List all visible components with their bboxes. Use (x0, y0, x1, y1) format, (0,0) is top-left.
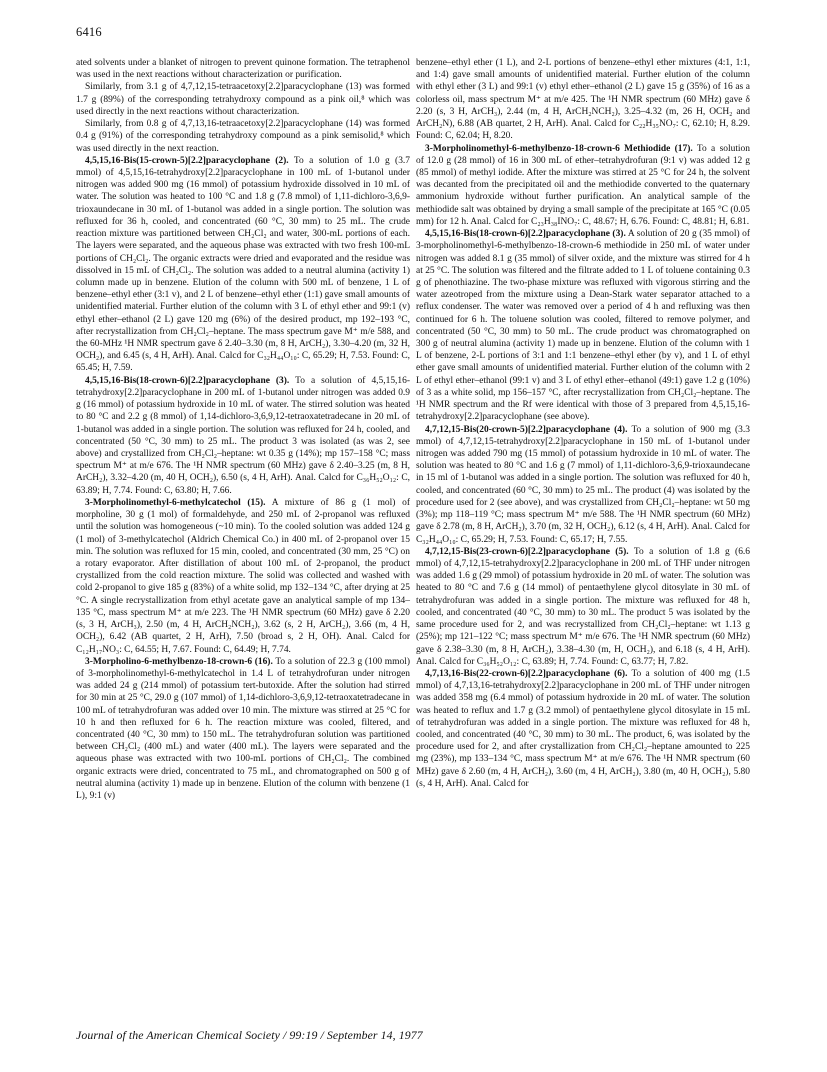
page-number: 6416 (76, 25, 102, 39)
paragraph-text: ated solvents under a blanket of nitrogen to prevent quinone formation. The tetraphenol was used in the next reactions without characterization or purification. (76, 58, 410, 81)
section-heading: 3-Morpholinomethyl-6-methylcatechol (15). (85, 497, 266, 508)
journal-footer: Journal of the American Chemical Society / 99:19 / September 14, 1977 (76, 1028, 423, 1042)
paragraph-tetraphenol-note (76, 57, 410, 81)
section-heading: 4,7,12,15-Bis(23-crown-6)[2.2]paracyclophane (5). (425, 546, 629, 557)
right-column (416, 57, 750, 790)
paragraph-compound-16 (76, 656, 410, 803)
section-heading: 4,5,15,16-Bis(18-crown-6)[2.2]paracyclophane (3). (425, 229, 626, 240)
paragraph-text: To a solution of 12.0 g (28 mmol) of 16 in 300 mL of ether–tetrahydrofuran (9:1 v) was added 12 g (85 mmol) of methyl iodide. After the mixture was stirred at 25 °C for 24 h, the solvent was decanted from the precipitated oil and the methiodide converted to the quaternary ammonium hydroxide without further purification. An analytical sample of the methiodide salt was obtained by drying a small sample of the precipitate at 165 °C (0.05 mm) for 12 h. Anal. Calcd for C₂₃H₃₈INO₇: C, 48.67; H, 6.76. Found: C, 48.81; H, 6.81. (416, 143, 750, 227)
section-heading: 3-Morpholinomethyl-6-methylbenzo-18-crown-6 Methiodide (17). (425, 143, 693, 154)
section-heading: 4,5,15,16-Bis(15-crown-5)[2.2]paracyclophane (2). (85, 155, 289, 166)
paragraph-compound-15 (76, 497, 410, 656)
paragraph-compound-4 (416, 424, 750, 546)
paragraph-text: To a solution of 1.8 g (6.6 mmol) of 4,7,12,15-tetrahydroxy[2.2]paracyclophane in 200 mL of THF under nitrogen was added 1.6 g (29 mmol) of potassium hydroxide in 20 mL of water. The solution was heated to 80 °C and 7.6 g (14 mmol) of pentaethylene glycol ditosylate in 30 mL of tetrahydrofuran was added in a single portion. The mixture was refluxed for 48 h, cooled, and concentrated (40 °C, 30 mm) to 30 mL. The product 5 was isolated by the same procedure used for 2, and was recrystallized from CH₂Cl₂–heptane: wt 1.13 g (25%); mp 121–122 °C; mass spectrum M⁺ m/e 676. The ¹H NMR spectrum (60 MHz) gave δ 2.38–3.30 (m, 8 H, ArCH₂), 3.38–4.30 (m, H, OCH₂), and 6.18 (s, 4 H, ArH). Anal. Calcd for C₃₆H₅₂O₁₂: C, 63.89; H, 7.74. Found: C, 63.77; H, 7.82. (416, 546, 750, 667)
paragraph-text: To a solution of 4,5,15,16-tetrahydroxy[2.2]paracyclophane in 200 mL of 1-butanol under nitrogen was added 0.9 g (16 mmol) of potassium hydroxide in 10 mL of water. The stirred solution was heated to 80 °C and 2.2 g (8 mmol) of 1,14-dichloro-3,6,9,12-tetraoxatetradecane in 20 mL of 1-butanol was added in a single portion. The solution was refluxed for 24 h, cooled, and concentrated (50 °C, 30 mm) to 25 mL. The product 3 was isolated (as was 2, see above) and crystallized from CH₂Cl₂–heptane: wt 0.35 g (14%); mp 157–158 °C; mass spectrum M⁺ at m/e 676. The ¹H NMR spectrum (60 MHz) gave δ 2.40–3.25 (m, 8 H, ArCH₂), 3.32–4.20 (m, 40 H, OCH₂), 6.50 (s, 4 H, ArH). Anal. Calcd for C₃₆H₅₂O₁₂: C, 63.89; H, 7.74. Found: C, 63.80; H, 7.66. (76, 375, 410, 496)
paragraph-compound-6 (416, 668, 750, 790)
paragraph-text: Similarly, from 0.8 g of 4,7,13,16-tetraacetoxy[2.2]paracyclophane (14) was formed 0.4 g (91%) of the corresponding tetrahydroxy compound as a pink semisolid,⁸ which was used directly in the next reaction. (76, 119, 410, 154)
paragraph-text: benzene–ethyl ether (1 L), and 2-L portions of benzene–ethyl ether mixtures (4:1, 1:1, and 1:4) gave small amounts of unidentified material. Further elution of the column with ethyl ether (3 L) and 99:1 (v) ethyl ether–ethanol (2 L) gave 15 g (35%) of 16 as a colorless oil, mass spectrum M⁺ at m/e 425. The ¹H NMR spectrum (60 MHz) gave δ 2.20 (s, 3 H, ArCH₃), 2.44 (m, 4 H, ArCH₂NCH₂), 3.25–4.32 (m, 26 H, OCH₂ and ArCH₂N), 6.88 (AB quartet, 2 H, ArH). Anal. Calcd for C₂₂H₃₅NO₇: C, 62.10; H, 8.29. Found: C, 62.04; H, 8.20. (416, 58, 750, 142)
paragraph-text: To a solution of 900 mg (3.3 mmol) of 4,7,12,15-tetrahydroxy[2.2]paracyclophane in 150 mL of 1-butanol under nitrogen was added 790 mg (15 mmol) of potassium hydroxide in 10 mL of water. The solution was heated to 80 °C and 1.6 g (7 mmol) of 1,11-dichloro-3,6,9-trioxaundecane in 15 ml of 1-butanol was added in a single portion. The solution was refluxed for 40 h, cooled, and concentrated (60 °C, 30 mm) to 25 mL. The product (4) was isolated by the procedure used for 2 (see above), and was crystallized from CH₂Cl₂–heptane: wt 50 mg (3%); mp 118–119 °C; mass spectrum M⁺ m/e 588. The ¹H NMR spectrum (60 MHz) gave δ 2.78 (m, 8 H, ArCH₂), 3.70 (m, 32 H, OCH₂), 6.12 (s, 4 H, ArH). Anal. Calcd for C₃₂H₄₄O₁₀: C, 65.29; H, 7.53. Found: C, 65.17; H, 7.55. (416, 424, 750, 545)
section-heading: 4,7,13,16-Bis(22-crown-6)[2.2]paracyclophane (6). (425, 668, 628, 679)
paragraph-tetraacetoxy-14 (76, 118, 410, 155)
paragraph-tetraacetoxy-13 (76, 81, 410, 118)
paragraph-compound-2 (76, 155, 410, 375)
section-heading: 3-Morpholino-6-methylbenzo-18-crown-6 (16). (85, 656, 273, 667)
paragraph-compound-3-alt (416, 228, 750, 424)
paragraph-text: To a solution of 22.3 g (100 mmol) of 3-morpholinomethyl-6-methylcatechol in 1.4 L of tetrahydrofuran under nitrogen was added 24 g (214 mmol) of potassium tert-butoxide. After the solution had stirred for 30 min at 25 °C, 29.0 g (107 mmol) of 1,14-dichloro-3,6,9,12-tetraoxatetradecane in 100 mL of tetrahydrofuran was added over 10 min. The mixture was stirred at 25 °C for 10 h and then refluxed for 6 h. The reaction mixture was cooled, filtered, and concentrated (40 °C, 30 mm) to 150 mL. The tetrahydrofuran solution was partitioned between CH₂Cl₂ (400 mL) and water (400 mL). The layers were separated and the aqueous phase was extracted with two 100-mL portions of CH₂Cl₂. The combined organic extracts were dried, concentrated to 75 mL, and chromatographed on 500 g of neutral alumina (activity 1) made up in benzene. Elution of the column with benzene (1 L), 9:1 (v) (76, 656, 410, 802)
paragraph-text: To a solution of 400 mg (1.5 mmol) of 4,7,13,16-tetrahydroxy[2.2]paracyclophane in 200 mL of THF under nitrogen was added 358 mg (6.4 mmol) of potassium hydroxide in 20 mL of water. The solution was heated to reflux and 1.7 g (3.2 mmol) of pentaethylene glycol ditosylate in 15 mL of tetrahydrofuran was added in a single portion. The mixture was refluxed for 48 h, cooled, and concentrated (40 °C, 30 mm) to 30 mL. The product, 6, was isolated by the procedure used for 2, and after crystallization from CH₂Cl₂–heptane amounted to 225 mg (23%), mp 133–134 °C, mass spectrum M⁺ at m/e 676. The ¹H NMR spectrum (60 MHz) gave δ 2.60 (m, 4 H, ArCH₂), 3.60 (m, 4 H, ArCH₂), 3.80 (m, 40 H, OCH₂), 5.80 (s, 4 H, ArH). Anal. Calcd for (416, 668, 750, 789)
paragraph-compound-17 (416, 143, 750, 229)
paragraph-text: A solution of 20 g (35 mmol) of 3-morpholinomethyl-6-methylbenzo-18-crown-6 methiodide in 250 mL of water under nitrogen was added 8.1 g (35 mmol) of silver oxide, and the mixture was stirred for 4 h at 25 °C. The solution was filtered and the filtrate added to 1 L of toluene containing 0.3 g of phenothiazine. The two-phase mixture was refluxed with vigorous stirring and the water azeotroped from the mixture using a Dean-Stark water separator attached to a reflux condenser. The water was removed over a period of 4 h and refluxing was then continued for 6 h. The toluene solution was cooled, filtered to remove polymer, and concentrated (50 °C, 30 mm) to 50 mL. The crude product was chromatographed on 300 g of neutral alumina (activity 1) made up in benzene. Elution of the column with 1 L of benzene, 2-L portions of 3:1 and 1:1 benzene–ethyl ether (by v), and 1 L of ethyl ether gave small amounts of unidentified material. Further elution of the column with 2 L of ethyl ether–ethanol (99:1 v) and 3 L of ethyl ether–ethanol (49:1) gave 1.2 g (10%) of 3 as a white solid, mp 156–157 °C, after recrystallization from CH₂Cl₂–heptane. The ¹H NMR spectrum and the Rf were identical with those of 3 prepared from 4,5,15,16-tetrahydroxy[2.2]paracyclophane (see above). (416, 229, 750, 423)
paragraph-compound-5 (416, 546, 750, 668)
paragraph-compound-16-continued (416, 57, 750, 143)
left-column (76, 57, 410, 802)
paragraph-compound-3 (76, 375, 410, 497)
paragraph-text: Similarly, from 3.1 g of 4,7,12,15-tetraacetoxy[2.2]paracyclophane (13) was formed 1.7 g (89%) of the corresponding tetrahydroxy compound as a pink oil,⁸ which was used directly in the next reactions without characterization. (76, 82, 410, 117)
section-heading: 4,7,12,15-Bis(20-crown-5)[2.2]paracyclophane (4). (425, 424, 628, 435)
section-heading: 4,5,15,16-Bis(18-crown-6)[2.2]paracyclophane (3). (85, 375, 290, 386)
paragraph-text: A mixture of 86 g (1 mol) of morpholine, 30 g (1 mol) of formaldehyde, and 250 mL of 2-propanol was refluxed until the solution was homogeneous (~10 min). To the cooled solution was added 124 g (1 mol) of 3-methylcatechol (Aldrich Chemical Co.) in 400 mL of 2-propanol over 15 min. The solution was refluxed for 15 min, cooled, and concentrated (30 mm, 25 °C) on a rotary evaporator. After distillation of about 100 mL of 2-propanol, the product crystallized from the cold reaction mixture. The solid was collected and washed with cold 2-propanol to give 185 g (83%) of a white solid, mp 132–134 °C, after drying at 25 °C. A single recrystallization from ethyl acetate gave an analytical sample of mp 134–135 °C, mass spectrum M⁺ at m/e 223. The ¹H NMR spectrum (60 MHz) gave δ 2.20 (s, 3 H, ArCH₃), 2.50 (m, 4 H, ArCH₂NCH₂), 3.62 (s, 2 H, ArCH₂), 3.66 (m, 4 H, OCH₂), 6.42 (AB quartet, 2 H, ArH), 7.50 (broad s, 2 H, OH). Anal. Calcd for C₁₂H₁₇NO₃: C, 64.55; H, 7.67. Found: C, 64.49; H, 7.74. (76, 497, 410, 655)
paragraph-text: To a solution of 1.0 g (3.7 mmol) of 4,5,15,16-tetrahydroxy[2.2]paracyclophane in 100 mL of 1-butanol under nitrogen was added 900 mg (16 mmol) of potassium hydroxide dissolved in 10 mL of water. The solution was heated to 100 °C and 1.8 g (7.8 mmol) of 1,11-dichloro-3,6,9-trioxaundecane in 30 mL of 1-butanol was added in a single portion. The solution was refluxed for 36 h, cooled, and concentrated (60 °C, 30 mm) to 25 mL. The crude reaction mixture was partitioned between CH₂Cl₂ and water, 300-mL portions of each. The layers were separated, and the aqueous phase was extracted with two fresh 100-mL portions of CH₂Cl₂. The organic extracts were dried and evaporated and the residue was dissolved in 15 mL of CH₂Cl₂. The solution was added to a neutral alumina (activity 1) column made up in benzene. Elution of the column with 500 mL of benzene, 1 L of benzene–ethyl ether (3:1 v), and 2 L of benzene–ethyl ether (1:1) gave small amounts of unidentified material. Further elution of the column with 3 L of ethyl ether and 99:1 (v) ethyl ether–ethanol (2 L) gave 120 mg (6%) of the desired product, mp 192–193 °C, after recrystallization from CH₂Cl₂–heptane. The mass spectrum gave M⁺ m/e 588, and the 60-MHz ¹H NMR spectrum gave δ 2.40–3.30 (m, 8 H, ArCH₂), 3.30–4.20 (m, 32 H, OCH₂), and 6.45 (s, 4 H, ArH). Anal. Calcd for C₃₂H₄₄O₁₀: C, 65.29; H, 7.53. Found: C, 65.45; H, 7.59. (76, 155, 410, 374)
